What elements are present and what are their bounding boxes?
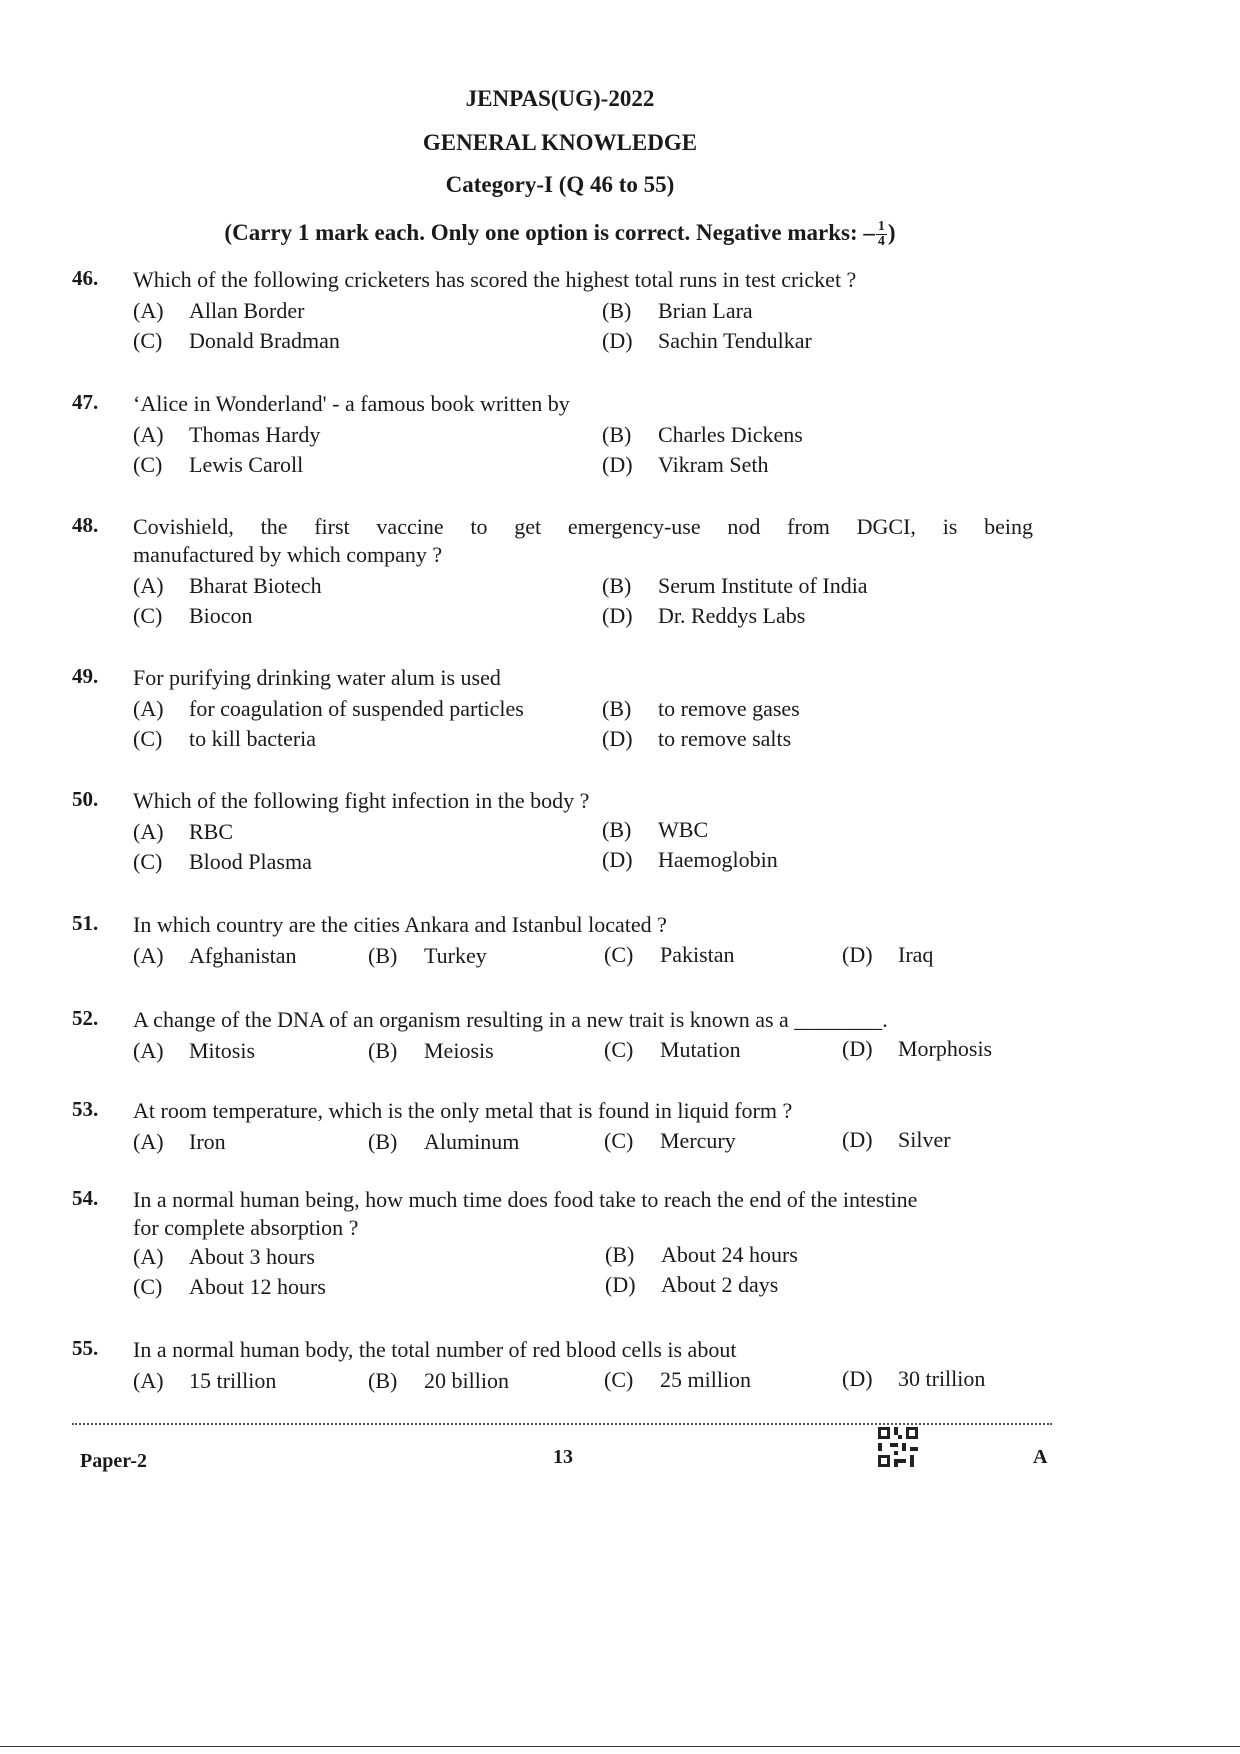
exam-title: JENPAS(UG)-2022 xyxy=(465,86,655,111)
option-b: (B) Serum Institute of India xyxy=(602,573,868,598)
question-text: A change of the DNA of an organism resulting in a new trait is known as a ________. xyxy=(133,1007,888,1032)
instruction-prefix: (Carry 1 mark each. Only one option is correct. Negative marks: – xyxy=(224,220,875,245)
option-b: (B) Turkey xyxy=(368,943,487,968)
footer-divider xyxy=(72,1423,1052,1425)
option-a: (A) Mitosis xyxy=(133,1038,256,1063)
option-c: (C) to kill bacteria xyxy=(133,726,317,751)
option-c: (C) Lewis Caroll xyxy=(133,452,304,477)
option-b: (B) Brian Lara xyxy=(602,298,753,323)
question-text: At room temperature, which is the only metal that is found in liquid form ? xyxy=(133,1098,793,1123)
option-d: (D) Morphosis xyxy=(842,1036,993,1061)
category-title: Category-I (Q 46 to 55) xyxy=(445,172,675,197)
question-text-line-2: for complete absorption ? xyxy=(133,1215,359,1240)
question-text: In which country are the cities Ankara and Istanbul located ? xyxy=(133,912,667,937)
option-d: (D) Vikram Seth xyxy=(602,452,769,477)
question-number: 47. xyxy=(72,390,99,414)
option-d: (D) Dr. Reddys Labs xyxy=(602,603,806,628)
question-number: 55. xyxy=(72,1336,99,1360)
option-b: (B) WBC xyxy=(602,817,709,842)
marking-instruction xyxy=(0,220,1120,249)
option-b: (B) to remove gases xyxy=(602,696,800,721)
option-b: (B) Aluminum xyxy=(368,1129,520,1154)
option-d: (D) About 2 days xyxy=(605,1272,779,1297)
question-number: 49. xyxy=(72,664,99,688)
option-d: (D) Silver xyxy=(842,1127,951,1152)
option-c: (C) Mercury xyxy=(604,1128,736,1153)
question-number: 53. xyxy=(72,1097,99,1121)
instruction-suffix: ) xyxy=(887,220,896,245)
option-a: (A) for coagulation of suspended particles xyxy=(133,696,524,721)
question-text: Which of the following cricketers has scored the highest total runs in test cricket ? xyxy=(133,267,857,292)
option-c: (C) Mutation xyxy=(604,1037,741,1062)
option-d: (D) Iraq xyxy=(842,942,934,967)
option-a: (A) Bharat Biotech xyxy=(133,573,322,598)
option-b: (B) About 24 hours xyxy=(605,1242,798,1267)
question-text: For purifying drinking water alum is used xyxy=(133,665,501,690)
option-a: (A) RBC xyxy=(133,819,234,844)
subject-title: GENERAL KNOWLEDGE xyxy=(422,130,698,155)
option-c: (C) 25 million xyxy=(604,1367,752,1392)
question-number: 54. xyxy=(72,1186,99,1210)
question-number: 51. xyxy=(72,911,99,935)
option-c: (C) Pakistan xyxy=(604,942,735,967)
series-label: A xyxy=(1033,1446,1048,1468)
question-number: 48. xyxy=(72,513,99,537)
option-a: (A) Iron xyxy=(133,1129,226,1154)
option-b: (B) 20 billion xyxy=(368,1368,509,1393)
option-a: (A) 15 trillion xyxy=(133,1368,277,1393)
option-d: (D) Haemoglobin xyxy=(602,847,778,872)
option-c: (C) Biocon xyxy=(133,603,253,628)
question-text-line-2: manufactured by which company ? xyxy=(133,542,443,567)
question-text: In a normal human body, the total number of red blood cells is about xyxy=(133,1337,737,1362)
page-number: 13 xyxy=(553,1446,573,1468)
question-text: ‘Alice in Wonderland' - a famous book written by xyxy=(133,391,570,416)
option-a: (A) Thomas Hardy xyxy=(133,422,321,447)
option-d: (D) 30 trillion xyxy=(842,1366,986,1391)
question-number: 50. xyxy=(72,787,99,811)
option-b: (B) Meiosis xyxy=(368,1038,494,1063)
option-a: (A) About 3 hours xyxy=(133,1244,315,1269)
option-c: (C) Donald Bradman xyxy=(133,328,340,353)
option-a: (A) Afghanistan xyxy=(133,943,297,968)
qr-code-icon xyxy=(878,1427,918,1467)
option-d: (D) Sachin Tendulkar xyxy=(602,328,812,353)
question-text-line-1: In a normal human being, how much time does food take to reach the end of the intestine xyxy=(133,1187,918,1212)
question-number: 46. xyxy=(72,266,99,290)
paper-label: Paper-2 xyxy=(80,1450,148,1472)
negative-mark-fraction: $\frac{1}{4}$ xyxy=(877,219,885,250)
page-bottom-edge xyxy=(0,1746,1240,1747)
question-number: 52. xyxy=(72,1006,99,1030)
question-text-line-1: Covishield, the first vaccine to get emergency-use nod from DGCI, is being xyxy=(133,514,1033,539)
option-c: (C) About 12 hours xyxy=(133,1274,326,1299)
option-d: (D) to remove salts xyxy=(602,726,792,751)
option-a: (A) Allan Border xyxy=(133,298,305,323)
option-c: (C) Blood Plasma xyxy=(133,849,312,874)
question-text: Which of the following fight infection in the body ? xyxy=(133,788,590,813)
option-b: (B) Charles Dickens xyxy=(602,422,803,447)
